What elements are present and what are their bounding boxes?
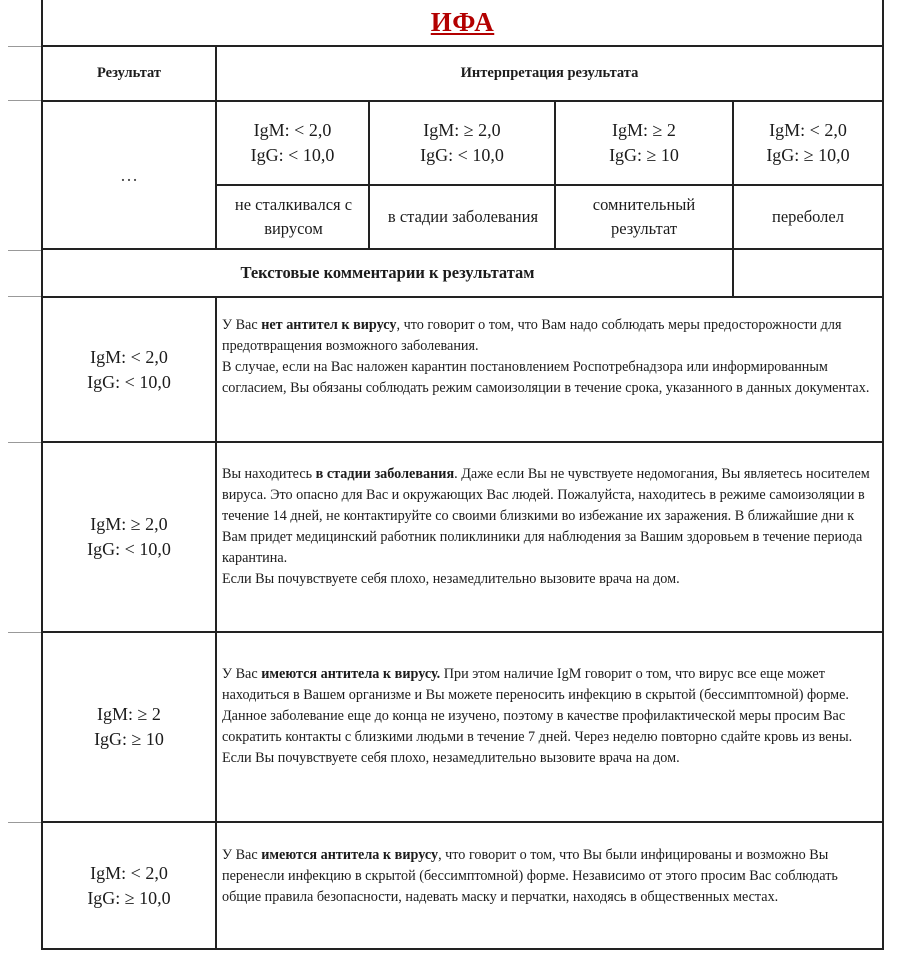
comment-text: При этом наличие IgM говорит о том, что вирус все еще может находиться в Вашем организме и Вы можете переносить инфекцию в скрытой (бессимптомной) форме. Данное заболевание еще до конца не изучено, поэтому в качестве профилактической меры просим Вас сократить контакты с близкими людьми в течение 7 дней. Через неделю повторно сдайте кровь из вены.	[222, 666, 853, 745]
interp-label-1: не сталкивался с вирусом	[234, 195, 353, 238]
igg-value: IgG: ≥ 10,0	[766, 145, 850, 165]
igm-value: IgM: ≥ 2,0	[423, 120, 501, 140]
page-title: ИФА	[430, 7, 495, 37]
margin-line	[8, 442, 42, 443]
comment-text: Вы находитесь	[222, 466, 316, 482]
comment-emphasis: имеются антитела к вирусу.	[261, 666, 441, 682]
comment-text: У Вас	[222, 847, 262, 863]
comments-heading: Текстовые комментарии к результатам	[240, 263, 535, 282]
interp-label-2: в стадии заболевания	[387, 207, 539, 226]
interp-condition-3	[556, 102, 732, 184]
igg-value: IgG: ≥ 10	[94, 729, 164, 749]
comment-condition-1	[43, 298, 215, 441]
igm-value: IgM: ≥ 2	[612, 120, 676, 140]
header-interpretation: Интерпретация результата	[460, 65, 639, 81]
comment-note: В случае, если на Вас наложен карантин постановлением Роспотребнадзора или информированным согласием, Вы обязаны соблюдать режим самоизоляции в течение срока, указанного в данных документах.	[222, 359, 870, 396]
margin-line	[8, 822, 42, 823]
interp-condition-1	[217, 102, 368, 184]
interp-label-4: переболел	[772, 207, 844, 226]
comment-text: У Вас	[222, 666, 262, 682]
table-border-right	[882, 0, 884, 950]
comment-text-1	[222, 315, 872, 399]
comment-text: , что говорит о том, что Вы были инфицированы и возможно Вы перенесли инфекцию в скрытой (бессимптомной) форме. Независимо от этого просим Вас соблюдать общие правила безопасности, надевать маску и перчатки, находясь в общественных местах.	[222, 847, 838, 905]
comment-condition-2	[43, 443, 215, 631]
igm-value: IgM: ≥ 2,0	[90, 514, 168, 534]
interp-label-3: сомнительный результат	[592, 195, 696, 238]
comment-note: Если Вы почувствуете себя плохо, незамедлительно вызовите врача на дом.	[222, 750, 680, 766]
igg-value: IgG: < 10,0	[420, 145, 504, 165]
comment-text: . Даже если Вы не чувствуете недомогания, Вы являетесь носителем вируса. Это опасно для Вас и окружающих Вас людей. Пожалуйста, находитесь в режиме самоизоляции в течение 14 дней, не контактируйте со своими близкими во избежание их заражения. В ближайшие дни к Вам придет медицинский работник поликлиники для наблюдения за Вашим здоровьем в течение периода карантина.	[222, 466, 870, 566]
igm-value: IgM: < 2,0	[769, 120, 847, 140]
margin-line	[8, 100, 42, 101]
interp-condition-2	[370, 102, 554, 184]
comment-text-4	[222, 845, 872, 908]
comment-text-2	[222, 464, 872, 590]
comment-condition-4	[43, 823, 215, 948]
column-divider	[215, 296, 217, 950]
comment-emphasis: нет антител к вирусу	[261, 317, 397, 333]
placeholder-result: …	[120, 164, 138, 185]
igg-value: IgG: < 10,0	[87, 371, 171, 392]
igm-value: IgM: ≥ 2	[97, 704, 161, 724]
comment-text: У Вас	[222, 317, 262, 333]
comment-text: , что говорит о том, что Вам надо соблюдать меры предосторожности для предотвращения возможного заболевания.	[222, 317, 842, 354]
title-row	[43, 0, 882, 45]
igg-value: IgG: ≥ 10	[609, 145, 679, 165]
igm-value: IgM: < 2,0	[90, 346, 168, 367]
comment-note: Если Вы почувствуете себя плохо, незамедлительно вызовите врача на дом.	[222, 571, 680, 587]
igg-value: IgG: < 10,0	[250, 145, 335, 165]
comment-emphasis: в стадии заболевания	[315, 466, 455, 482]
interp-condition-4	[734, 102, 882, 184]
margin-line	[8, 46, 42, 47]
comment-emphasis: имеются антитела к вирусу	[261, 847, 439, 863]
igg-value: IgG: ≥ 10,0	[87, 887, 171, 908]
igg-value: IgG: < 10,0	[87, 539, 171, 559]
margin-line	[8, 296, 42, 297]
margin-line	[8, 250, 42, 251]
header-result: Результат	[96, 65, 162, 81]
comment-condition-3	[43, 633, 215, 821]
margin-line	[8, 632, 42, 633]
igm-value: IgM: < 2,0	[90, 862, 168, 883]
comment-text-3	[222, 664, 872, 769]
row-divider	[41, 948, 884, 950]
igm-value: IgM: < 2,0	[253, 120, 332, 140]
